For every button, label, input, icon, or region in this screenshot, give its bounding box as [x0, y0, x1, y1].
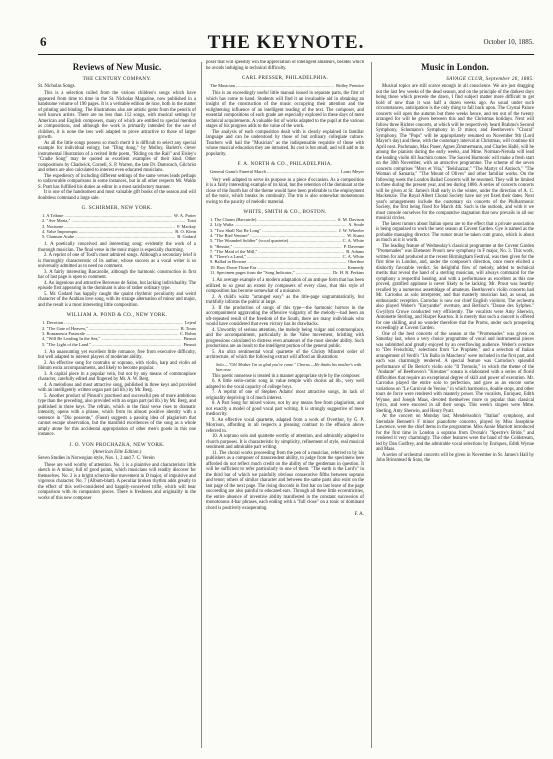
paragraph: This poetic nonsense is treated in a manner appropriate style by the composer.	[212, 373, 361, 379]
paragraph: 3. A capital piece in a popular vein, but not by any means of commonplace character, carefully edited and fingered by Mr. A. W. Berg.	[38, 371, 196, 383]
paragraph: 5. Mr. Godard has happily caught the quaint rhythmic peculiarity and weird character of the Arabian love song, with its strange alternation of minor and major, and the result is a most interesting little composition.	[38, 291, 196, 308]
paragraph: 11. The choral works proceeding from the pen of a musician, referred to by his publishers as a composer of transcendent ability, to judge from the specimens here afforded do not reflect much credit on the ability of the gentleman in question. It will be sufficient to refer particularly to one of them. "The earth is the Lord's" in the third bar of which we painfully obvious consecutive fifths between soprano and tenor; others of similar character and between the same parts also exist on the last page of the next page. The rising discords in first bar on last leave of the page succeeding are also painful to educated ears. Through all these little eccentricities, the entire absence of inventive ability manifested in the constant succession of monotonous 4-bar phrases, each ending with a "full close" on a tonic or dominant chord is positively exasperating.	[206, 450, 364, 511]
list-item: General Grant's Funeral March ..... Louis Meyer	[210, 169, 364, 174]
section-title: Reviews of New Music.	[72, 62, 162, 72]
paragraph: It is one of the handsomest and most valuable gift books of the season and will doubtless command a large sale.	[38, 190, 196, 201]
publisher-heading: CARL PRESSER, PHILADELPHIA.	[241, 75, 329, 81]
masthead-title: THE KEYNOTE.	[207, 32, 365, 53]
paragraph: These are well worthy of attention. No. 1 is a plaintive and characteristic little sketch in A minor, full of good points, which musicians will readily discover for themselves. No. 2 is a bright scherzo-like movement in D major, of impulsive and vigorous character. No. 7 (Album-blatt). A peculiar broken rhythm adds greatly to the effect of this well-considered and happily-conceived trifle, which will bear comparison with its companion pieces. There is freshness and originality in the works of this new composer	[38, 462, 196, 501]
publisher-heading: WHITE, SMITH & CO., BOSTON.	[243, 209, 327, 216]
list-item: 2. "Ave Maria," ..... Tosti	[42, 218, 196, 223]
column-rule	[201, 62, 202, 748]
paragraph: 3. A fairly interesting Barcarolle, although the harmonic construction in first bar of last page is open to comment.	[38, 269, 196, 281]
works-list	[210, 169, 364, 174]
paragraph: 6. A little serio-comic song in value temple with chorus ad lib., very well adapted to the vocal capacity of college boys.	[206, 379, 364, 390]
list-item: 4. "The Bird Venture" ..... W. Kunst	[210, 233, 364, 238]
list-item: 1. The Charm (Barcarole) ..... S. M. Davison	[210, 217, 364, 222]
author-signature: F. A.	[354, 512, 364, 518]
paragraph: 5. Another product of Pinsuti's practised and successful pen of more ambitious type than the preceding, also provided with an organ part (ad lib.) by Mr. Berg, and published in three keys. The refrain, which in the final verse rises to dramatic intensity, opens with a phrase, which from its almost positive identity with a sentence in "Dio possente," (Faust) suggests a passing idea of plagiarism that cannot escape observation, but the manifold excellences of the song as a whole amply atone for this accidental appropriation of other men's goods in this one instance.	[38, 393, 196, 438]
paragraph: 2. An effective song for contralto or soprano, with violin, harp and violin ad libitum extra accompaniments, and likely to become popular.	[38, 360, 196, 372]
paragraph: poser that will speedily win the appreciation of intelligent amateurs, besides which he avoids indulging in technical difficulty.	[206, 60, 364, 71]
list-item: 3. Nocturne ..... F. Mackay	[42, 224, 196, 229]
paragraph: The leading feature of Wednesday's classical programme at the Covent Garden "Promenades" was Ebenezer Prout's new symphony in F major, No. 3. This work, written for and produced at the recent Birmingham Festival, was then given for the first time in London, and, under the composer's direction, once more elicited a distinctly favorable verdict. So delightful flow of melody, added to technical merits that reveal the hand of a sterling musician, will always command for the symphony a respectful hearing, and with a performance as excellent as this one proved, gratified applause is never likely to be lacking. Mr. Prout was heartily recalled by a numerous assemblage of amateurs. Beethoven's violin concerto had Mr. Carrodus as solo interpreter, and that masterly musician had, as usual, an enthusiastic reception. Carrodus is now our chief English violinist. The orchestra also played Weber's "Euryanthe" overture, and Berlioz's "Danse des Sylphes." Gwyllym Crowe conducted very efficiently. The vocalists were Amy Sherwin, Antoinette Sterling, and Harper Kearton. It is merely that such a concert is offered for one shilling, and no wonder therefore that the Proms, under such prospering exceedingly at Covent Garden.	[376, 243, 534, 331]
section-title: Music in London.	[421, 62, 489, 72]
work-title: St. Nicholas Songs.	[38, 84, 76, 89]
paragraph: 2. A reprint of one of Tosti's most admired songs. Although a secondary brief it is thoroughly characteristic of its author, whose success as a vocal writer is so universally admitted as to need no comment.	[38, 253, 196, 270]
paragraph: As all the little songs possess so much merit it is difficult to select any special example for individual eulogy, but "Ding dong," by Molloy, Barlett's clever instrumental illustration of a recited little poem, "Riding on the Rail" and Elsley's "Cradle Song" may be quoted as excellent examples of their kind. Other compositions by Chadwick, Cornell, S. P. Warren, the late Dr. Damrosch, Gilchrist and others are also calculated to interest even educated musicians.	[38, 140, 196, 173]
paragraph: This is an exceedingly useful little manual issued in separate parts, the first of which has come to hand. Students will find it an invaluable aid in obtaining an insight of the construction of the music occupying their attention and the enlightening influence of an intelligent reading of the text. The composer, and essential compositions of each grade are especially explored in these days of mere technical acquirements. A valuable list of works adapted to the pupil at the various stages of his progress adds to the value of the work.	[206, 91, 364, 130]
dateline: SAVAGE CLUB, September 26, 1885.	[446, 76, 534, 82]
list-item: 6. "Ressite," ..... P. Davenne	[210, 244, 364, 249]
publisher-heading: J. O. VON PROCHAZKA, NEW YORK.	[69, 441, 165, 448]
list-item: 9. Ballad in Browne ..... Oberthur	[210, 259, 364, 264]
list-item: 5. "The Light of the Land." ..... Pinsuti	[42, 342, 196, 347]
list-item: 3. Romanesca Pastorale ..... C. Bohm	[42, 331, 196, 336]
column-rule	[371, 62, 372, 748]
column-reviews	[38, 60, 196, 750]
paragraph: 2. A child's waltz "arranged easy" as the title-page ungrammatically, but truthfully informs the public at large.	[206, 294, 364, 306]
paragraph: 4. A melodious and most attractive song, published in three keys and provided with an intelligently written organ part (ad lib.) by Mr. Berg.	[38, 382, 196, 394]
edition-note: (American Elite Edition.)	[92, 449, 142, 455]
paragraph: 10. A soprano solo and quartette worthy of attention, and admirably adapted to church purposes. It is characteristic by simplicity, refinement of style, real musical sentiment and admirable part writing.	[206, 434, 364, 451]
column-reviews-continued	[206, 60, 364, 750]
paragraph: 4. Unworthy of serious attention, the melody being vulgar and commonplace, and the accompaniment, particularly in the Valse movement, bristling with progressions calculated to distress even amateurs of the most slender ability. Such productions are an insult to the intelligent portion of the general public.	[206, 327, 364, 350]
works-list	[210, 83, 364, 88]
paragraph: A series of orchestral concerts will be given in November in St. James's Hall by John Brinsmead & Sons, the	[376, 452, 534, 463]
list-item: 1. Devotion ..... Lejeal	[42, 320, 196, 325]
page-header	[38, 30, 534, 55]
paragraph: The analysis of each composition dealt with is clearly explained in familiar language and can be understood by those of but ordinary collegiate culture. Teachers will hail the "Musician" as the indispensable requisite of those with whose musical education they are intrusted. Its cost is but small, and will add to its popularity.	[206, 129, 364, 157]
paragraph: Musical topics are still scarce enough in all conscience. We are just dragging out the last few weeks of the dead season, and on the principle of the darkest days being those which precede the dawn, I find subject matter more difficult to get hold of now than it was half a dozen weeks ago. As usual under such circumstances, anticipation is the only thing to fall back upon. The Crystal Palace concerts will open the autumn but three weeks hence, and ten out of the twenty arranged for will be given between this and the Christmas holidays. Next will follow three Richter concerts, at which will be respectively heard Brahms's Second Symphony, Schumann's Symphony in D minor, and Beethoven's "Choral" Symphony. The "Pops" will be appropriately resumed on November 9th (Lord Mayor's day) and these, with the customary interval at Christmas, will continue till April next. Pachmann, Max Pauer, Agnes Zimmermann, and Charles Hallé, will be among the pianists during the early weeks, and Mme. Norman-Neruda will lead the leading violin till Joachim comes. The Sacred Harmonic will make a fresh start on the 30th November, with an attractive programme. The scheme of the seven concerts comprises "Mors et Vita," "Belshazzar," "The Martyr of Antioch," "The Woman of Samaria," "The Mount of Olives" and other familiar works. On the following week the London Ballad Concerts will be resumed. They will be limited to three during the present year, and ten during 1886. A series of concerts concerts will be given at St. James's Hall early in the winter, under the direction of A. C. Mackenzie. The Royal Albert Choral Society have not yet fixed their dates. Next year's arrangements include the customary six concerts of the Philharmonic Society, the first being fixed for March 4th. Such is the outlook, and with it we must console ourselves for the comparative stagnation that now prevails in all our musical circles.	[376, 84, 534, 221]
list-item: 5. "The Wounded Soldier" (vocal quartette) ..... C. A. White	[210, 238, 364, 243]
issue-date: October 10, 1885.	[483, 38, 534, 46]
publisher-heading: WILLIAM A. POND & CO., NEW YORK.	[66, 312, 168, 319]
list-item: 1. A Tribute ..... W. A. Potter	[42, 213, 196, 218]
list-item: 3. "Two Shall Not Be Long" ..... J. W. Wheeler	[210, 228, 364, 233]
quoted-lyric: Solo.—"Oh! Mother I'm so glad you've come." Chorus.—He thinks his mother's with him now.	[216, 361, 362, 372]
list-item: The Musician ..... Ridley Prentice	[210, 83, 364, 88]
paragraph: 7. A reprint of one of Stephen Adams' most attractive songs, its lack of originality depriving it of much interest.	[206, 390, 364, 401]
list-item: 2. Lily Waltz ..... A. Soule	[210, 222, 364, 227]
paragraph: At the concert on Monday last, Mendelssohn's "Italian" symphony, and Sterndale Bennett's F minor pianoforte concerto, played by Miss Josephine Lawrence, were the chief items in the programme. Miss Annie Marriott introduced for the first time in London a soprano from Dvorak's "Spectre's Bride," and rendered it very charmingly. The other features were the band of the Coldstream, led by Dan Godfrey, and the admirable vocal selections by Enriquez, Edith Wynne and Maas.	[376, 414, 534, 452]
list-item: 11. Specimen pages from the "Song Indicator," ..... Dr. H. R. Perkins	[210, 270, 364, 275]
paragraph: This is a selection culled from the various children's songs which have appeared from time to time in the St. Nicholas Magazine, now published in a handsome volume of 190 pages. It is a veritable edition de luxe, both in the matter of printing and binding. The illustrations also are artistic gems from the pencils of well known artists. There are no less than 112 songs, with musical settings by American and English composers, many of which are entitled to special mention as compositions, and although the work is primarily intended for the use of children, it is none the less well adapted to prove attractive to those of larger growth.	[38, 91, 196, 140]
list-item: 7. "The Maid of the Mill," ..... B. Adams	[210, 249, 364, 254]
list-item: 4. Valse Impromptu ..... B. O. Klein	[42, 229, 196, 234]
publisher-heading: G. SCHIRMER, NEW YORK.	[81, 205, 153, 211]
paragraph: 1. An average example of a modern adaptation of an antique form that has been utilized to so great an extent by composers of every class, that this style of composition has become somewhat of a nuisance.	[206, 278, 364, 295]
works-list	[210, 217, 364, 275]
list-item: 4. "Will Be Leading In the Sea," ..... Pinsuti	[42, 336, 196, 341]
paragraph: 4. An ingenious and attractive Berceuse de Salon, but lacking individuality. The episode first appearing in the dominant is also of rather ordinary type.	[38, 280, 196, 292]
paragraph: 1. A poetically conceived and interesting song; evidently the work of a thorough musician. The final verse in the tonic major is especially charming.	[38, 242, 196, 253]
publisher-heading: THE CENTURY COMPANY.	[82, 76, 152, 82]
page-number: 6	[40, 34, 47, 49]
paragraph: The expediency of including different settings of the same verses leads perhaps to unfavorable comparisons in some instances, but in all other respects Mr. Waldo S. Pratt has fulfilled his duties as editor in a most satisfactory manner.	[38, 173, 196, 190]
paragraph: Very well adapted to serve its purpose as a piece d'occasion. As a composition it is a fairly interesting example of its kind, but the retention of the dominant at the close of the fourth bar of the theme would have been preferable to the employment of the tonic, which breaks its continuity. The trio is also somewhat monotonous owing to the paucity of melodic material.	[206, 177, 364, 205]
column-music-in-london	[376, 60, 534, 750]
list-item: 10. Bow Down Thine Ear ..... Kennedy	[210, 265, 364, 270]
paragraph: One of the best concerts of the season at the "Promenades" was given on Saturday last, when a very choice programme of vocal and instrumental pieces was submitted and greatly enjoyed by an overflowing audience. Weber's overture to "Der Freischütz," selections from "Le Prophète," and a selection of Italian arrangement of Verdi's "Un Ballo in Maschera" were included in the first part, and each was charmingly rendered. A special feature was Carrodus's splendid performance of De Beriot's violin solo "Il Tremolo," in which the theme of the "Andante" of Beethoven's "Kreutzer" sonata is elaborated with a series of florid difficulties that require an exceptional degree of skill and power of execution. Mr. Carrodus played the entire solo to perfection, and gave as an encore some variations on "Le Carnival de Venise," in which harmonics, double stops, and other tours de force were rendered with masterly power. The vocalists, Enriquez, Edith Wynne, and Joseph Maas, devoted themselves more to popular than classical lyrics, and were encored in all their songs. This week's singers were Mme. Sterling, Amy Sherwin, and Henry Pyatt.	[376, 331, 534, 414]
paragraph: 8. A Part Song for mixed voices, not by any means free from plagiarism, and not exactly a model of good vocal part writing. It is strongly suggestive of mere mediocrity.	[206, 401, 364, 418]
works-list	[42, 213, 196, 239]
publisher-heading: F. A. NORTH & CO., PHILADELPHIA.	[237, 161, 333, 168]
works-list	[42, 320, 196, 346]
paragraph: 5. An ultra sentimental vocal quartette of the Christy Minstrel order of architecture, of which the following extract will afford an illustration:	[206, 349, 364, 361]
paragraph: 9. An effective vocal quartette, adapted from a work of Overthur, by G. P. Morrison, affording in all respects a pleasing contrast to the effusion above referred to.	[206, 417, 364, 434]
list-item: 8. "There's a Land," ..... C. A. White	[210, 254, 364, 259]
paragraph: 1. An unassuming yet excellent little romance, free from executive difficulty, but well adapted to interest players of moderate ability.	[38, 349, 196, 361]
paragraph: 3. If the production of songs of this type—the harmonic horrors in the accompaniment aggravating the offensive vulgarity of the melody—had been an oft-repeated result of the freedom of the South, there are many individuals who would have considered that even victory has its drawbacks.	[206, 305, 364, 328]
paragraph: The latest rumors about Italian opera are to the effect that a private association is being organized to work the next season at Covent Garden. Gye is named as the probable managing director. The rumor must be taken cum grano, which is about as much as it is worth.	[376, 221, 534, 243]
work-title: Seven Studies in Norwegian style, Nos. 1, 2 and 7. C. Verein	[38, 455, 155, 461]
list-item: 5. Chanson Arabe ..... B. Godard	[42, 234, 196, 239]
list-item: 2. "The Gate of Heaven," ..... B. Tours	[42, 326, 196, 331]
